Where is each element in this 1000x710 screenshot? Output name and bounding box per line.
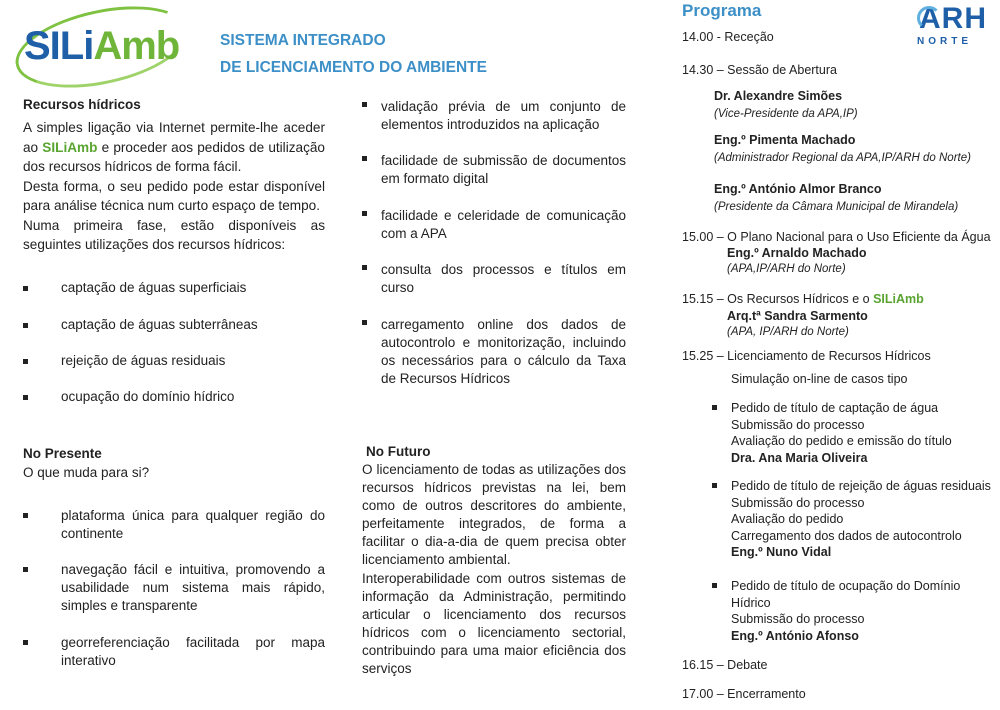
- recursos-para-2: Desta forma, o seu pedido pode estar disponível para análise técnica num curto espaço de tempo.: [23, 178, 325, 213]
- presente-heading: No Presente: [23, 446, 102, 461]
- case-item: Pedido de título de ocupação do Domínio Hídrico Submissão do processo Eng.º António Afonso: [712, 578, 987, 644]
- siliamb-logo: [10, 4, 190, 84]
- arh-norte-logo: ARH NORTE: [917, 2, 987, 47]
- arh-swoosh: [917, 6, 941, 30]
- logo-text: SILiAmb: [24, 24, 180, 68]
- bullet-icon: [362, 320, 367, 325]
- speaker-role: (Administrador Regional da APA,IP/ARH do Norte): [714, 152, 971, 164]
- speaker-name: Eng.º Nuno Vidal: [731, 545, 832, 559]
- speaker-name: Dr. Alexandre Simões: [714, 89, 843, 103]
- programa-title: Programa: [682, 1, 762, 20]
- bullet-icon: [23, 567, 28, 572]
- bullet-icon: [362, 211, 367, 216]
- bullet-icon: [712, 405, 717, 410]
- bullet-icon: [23, 323, 28, 328]
- case-item: Pedido de título de captação de água Submissão do processo Avaliação do pedido e emissão do título Dra. Ana Maria Oliveira: [712, 400, 997, 466]
- recursos-para-1: A simples ligação via Internet permite-lhe aceder ao SILiAmb e proceder aos pedidos de utilização dos recursos hídricos de forma fácil.: [23, 120, 325, 174]
- recursos-para-3: Numa primeira fase, estão disponíveis as seguintes utilizações dos recursos hídricos:: [23, 217, 325, 252]
- speaker-name: Eng.º Pimenta Machado: [714, 133, 856, 147]
- bullet-icon: [362, 102, 367, 107]
- recursos-heading: Recursos hídricos: [23, 97, 141, 112]
- item-encerramento: 17.00 – Encerramento: [682, 687, 806, 701]
- speaker-role: (APA, IP/ARH do Norte): [727, 326, 849, 338]
- bullet-icon: [712, 483, 717, 488]
- bullet-icon: [23, 359, 28, 364]
- item-1515: 15.15 – Os Recursos Hídricos e o SILiAmb: [682, 292, 924, 306]
- futuro-para-1: O licenciamento de todas as utilizações dos recursos hídricos previstas na lei, bem como de outros descritores do ambiente, perfeitamente integrados, de forma a facilitar o dia-a-dia de quem precisa obter licenciamento ambiental.: [362, 462, 626, 568]
- speaker-name: Eng.º António Almor Branco: [714, 182, 882, 196]
- speaker-name: Arq.tª Sandra Sarmento: [727, 309, 868, 323]
- bullet-icon: [23, 640, 28, 645]
- futuro-para-2: Interoperabilidade com outros sistemas de informação da Administração, permitindo articular o licenciamento dos recursos hídricos com o licenciamento sectorial, contribuindo para uma maior eficiência dos serviços: [362, 570, 626, 677]
- futuro-text: [362, 461, 626, 678]
- speaker-name: Eng.º Arnaldo Machado: [727, 246, 867, 260]
- case-item: Pedido de título de rejeição de águas residuais Submissão do processo Avaliação do pedido Carregamento dos dados de autocontrolo Eng.º Nuno Vidal: [712, 478, 998, 561]
- speaker-role: (APA,IP/ARH do Norte): [727, 263, 846, 275]
- item-1500: 15.00 – O Plano Nacional para o Uso Eficiente da Água: [682, 230, 991, 244]
- futuro-heading: No Futuro: [366, 444, 431, 459]
- simulacao-text: Simulação on-line de casos tipo: [731, 372, 908, 386]
- speaker-name: Dra. Ana Maria Oliveira: [731, 450, 868, 465]
- title-line-1: SISTEMA INTEGRADO: [220, 32, 386, 49]
- bullet-icon: [23, 286, 28, 291]
- bullet-icon: [712, 583, 717, 588]
- presente-subheading: O que muda para si?: [23, 465, 150, 480]
- speaker-name: Eng.º António Afonso: [731, 628, 859, 643]
- item-recepcao: 14.00 - Receção: [682, 30, 774, 44]
- item-1525: 15.25 – Licenciamento de Recursos Hídricos: [682, 349, 931, 363]
- item-abertura: 14.30 – Sessão de Abertura: [682, 63, 837, 77]
- bullet-icon: [23, 395, 28, 400]
- speaker-role: (Vice-Presidente da APA,IP): [714, 108, 858, 120]
- speaker-role: (Presidente da Câmara Municipal de Mirandela): [714, 201, 959, 213]
- bullet-icon: [362, 265, 367, 270]
- bullet-icon: [23, 513, 28, 518]
- title-line-2: DE LICENCIAMENTO DO AMBIENTE: [220, 59, 487, 76]
- recursos-text: [23, 118, 325, 255]
- bullet-icon: [362, 156, 367, 161]
- item-debate: 16.15 – Debate: [682, 658, 768, 672]
